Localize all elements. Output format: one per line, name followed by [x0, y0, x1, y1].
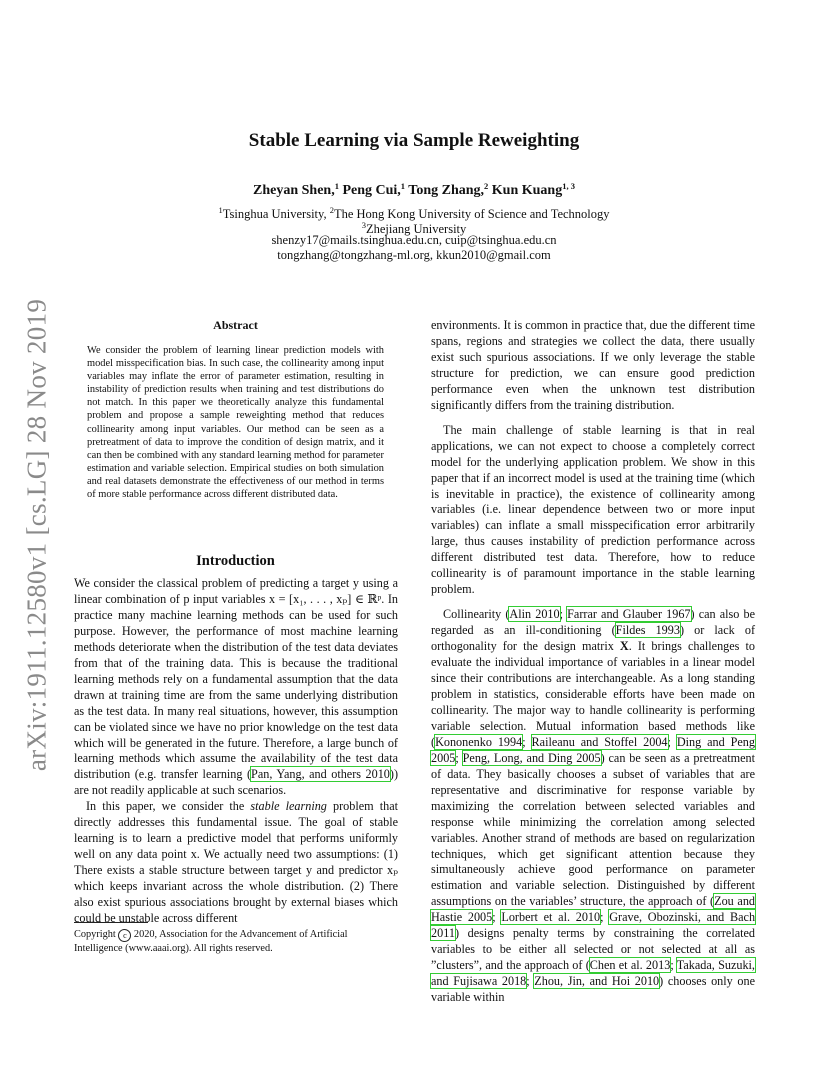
- text-run: problem that directly addresses this fundamental issue. The goal of stable learning is to learn a predictive model that performs uniformly well on any data point x. We actually need two assumptions: (1) There exists a stable structure between target y and predictor xₚ which keeps invariant across the whole distribution. (2) There also exist spurious associations brought by external biases which could be unstable across different: [74, 799, 398, 926]
- citation-link[interactable]: Raileanu and Stoffel 2004: [531, 734, 668, 749]
- author: Kun Kuang: [491, 183, 563, 198]
- matrix-symbol: X: [619, 639, 629, 654]
- author-sup: 1: [334, 181, 339, 191]
- text-run: ) or lack of orthogonality for the design matrix: [431, 623, 755, 654]
- copyright-notice: [74, 928, 398, 956]
- arxiv-stamp: [17, 283, 57, 788]
- citation-link[interactable]: Grave, Obozinski, and Bach 2011: [431, 910, 756, 941]
- citation-link[interactable]: Fildes 1993: [615, 623, 680, 638]
- text-run: ) designs penalty terms by constraining the correlated variables to be either all selected or not selected at all as ”clusters”, and the approach of (: [431, 926, 755, 973]
- right-paragraph-3: Collinearity (Alin 2010; Farrar and Glauber 1967) can also be regarded as an ill-conditioning (Fildes 1993) or lack of orthogonality for the design matrix X. It brings challenges to evaluate the individual importance of variables in a linear model since their contributions are interchangeable. As a long standing problem in statistics, considerable efforts have been made on collinearity. The major way to handle collinearity is performing variable selection. Mutual information based methods like (Kononenko 1994; Raileanu and Stoffel 2004; Ding and Peng 2005; Peng, Long, and Ding 2005) can be seen as a pretreatment of data. They basically chooses a subset of variables that are representative and discriminative for response variable by maximizing the correlation between selected variables and response while minimizing the correlation among selected variables. Another strand of methods are based on regularization techniques, which get significant attention because they simultaneously achieve good performance on parameter estimation and variable selection. Distinguished by different assumptions on the variables’ structure, the approach of (Zou and Hastie 2005; Lorbert et al. 2010; Grave, Obozinski, and Bach 2011) designs penalty terms by constraining the correlated variables to be either all selected or not selected at all as ”clusters”, and the approach of (Chen et al. 2013; Takada, Suzuki, and Fujisawa 2018; Zhou, Jin, and Hoi 2010) chooses only one variable within: [431, 607, 756, 1005]
- aff-text: The Hong Kong University of Science and Technology: [333, 207, 610, 221]
- author-list: [0, 181, 828, 199]
- citation-link[interactable]: Ding and Peng 2005: [431, 734, 755, 765]
- intro-paragraph-2: [74, 799, 398, 927]
- aff-text: Zhejiang University: [365, 222, 467, 236]
- aff-sup: 1: [218, 205, 223, 215]
- paper-title: Stable Learning via Sample Reweighting: [248, 130, 580, 151]
- citation-link[interactable]: Kononenko 1994: [435, 734, 523, 749]
- citation-link[interactable]: Farrar and Glauber 1967: [567, 607, 691, 622]
- left-column: [74, 576, 398, 927]
- author-sup: 1, 3: [562, 181, 575, 191]
- emphasis: stable learning: [250, 799, 327, 814]
- text-run: . It brings challenges to evaluate the individual importance of variables in a linear model since their contributions are interchangeable. As a long standing problem in statistics, considerable efforts have been made on collinearity. The major way to handle collinearity is performing variable selection. Mutual information based methods like (: [431, 639, 755, 749]
- aff-text: Tsinghua University,: [222, 207, 330, 221]
- aff-sup: 3: [361, 220, 366, 230]
- citation-link[interactable]: Zhou, Jin, and Hoi 2010: [534, 974, 660, 989]
- abstract-text: We consider the problem of learning linear prediction models with model misspecification bias. In such case, the collinearity among input variables may inflate the error of parameter estimation, resulting in instability of prediction results when training and test distributions do not match. In this paper we theoretically analyze this fundamental problem and propose a sample reweighting method that reduces collinearity among input variables. Our method can be seen as a pretreatment of data to improve the condition of design matrix, and it can then be combined with any standard learning method for parameter estimation and variable selection. Empirical studies on both simulation and real datasets demonstrate the effectiveness of our method in terms of more stable performance across different distributed data.: [87, 345, 384, 501]
- right-paragraph-2: The main challenge of stable learning is that in real applications, we can not expect to choose a completely correct model for the underlying application problem. We show in this paper that if an incorrect model is used at the training time (which is inevitable in practice), the existence of collinearity among variables (i.e. linear dependence between two or more input variables) can inflate a small misspecification error arbitrarily large, thus causes instability of prediction performance across different distributed test data. Therefore, how to reduce collinearity is of paramount importance in the stable learning problem.: [431, 422, 755, 597]
- author: Zheyan Shen,: [253, 183, 335, 198]
- text-run: We consider the classical problem of predicting a target y using a linear combination of p input variables x = [x₁, . . . , xₚ] ∈ ℝᵖ. In practice many machine learning methods can be used for such purpose. However, the performance of most machine learning methods deteriorate when the distribution of the test data deviates from that of the training data. This is because the traditional learning methods rely on a fundamental assumption that the data drawn at training time are from the same underlying distribution as the test data. In many real situations, however, this assumption can be violated since we have no prior knowledge on the test data which will be generated in the future. Therefore, a large bunch of learning methods which assume the availability of the test data distribution (e.g. transfer learning (: [74, 576, 398, 782]
- author-sup: 1: [400, 181, 406, 191]
- text-run: )) are not readily applicable at such scenarios.: [74, 767, 399, 798]
- introduction-heading: Introduction: [196, 553, 275, 569]
- citation-link[interactable]: Peng, Long, and Ding 2005: [462, 750, 601, 765]
- citation-link[interactable]: Lorbert et al. 2010: [501, 910, 601, 925]
- text-run: ) chooses only one variable within: [431, 974, 755, 1005]
- email-line-2: tongzhang@tongzhang-ml.org, kkun2010@gmail.com: [277, 248, 551, 262]
- abstract-heading: Abstract: [213, 318, 258, 332]
- text-run: ) can be seen as a pretreatment of data. They basically chooses a subset of variables that are representative and discriminative for response variable by maximizing the correlation between selected variables and response while minimizing the correlation among selected variables. Another strand of methods are based on regularization techniques, which get significant attention because they simultaneously achieve good performance on parameter estimation and variable selection. Distinguished by different assumptions on the variables’ structure, the approach of (: [431, 750, 755, 909]
- text-run: ) can also be regarded as an ill-conditioning (: [431, 607, 756, 638]
- citation-link[interactable]: Chen et al. 2013: [589, 958, 671, 973]
- author: Peng Cui,: [342, 183, 401, 198]
- intro-paragraph-1: [74, 576, 398, 799]
- arxiv-stamp-text: arXiv:1911.12580v1 [cs.LG] 28 Nov 2019: [21, 298, 52, 772]
- citation-link[interactable]: Zou and Hastie 2005: [431, 894, 756, 925]
- text-run: Collinearity (: [443, 607, 510, 622]
- citation-link[interactable]: Pan, Yang, and others 2010: [251, 767, 390, 782]
- text-run: 2020, Association for the Advancement of Artificial Intelligence (www.aaai.org). All rights reserved.: [74, 929, 348, 954]
- text-run: In this paper, we consider the: [86, 799, 251, 814]
- right-column: [431, 318, 755, 1006]
- author-sup: 2: [484, 181, 489, 191]
- author: Tong Zhang,: [408, 183, 485, 198]
- footnote-rule: [74, 922, 148, 923]
- copyright-symbol: c: [118, 929, 131, 942]
- citation-link[interactable]: Takada, Suzuki, and Fujisawa 2018: [431, 958, 755, 989]
- text-run: Copyright: [74, 929, 119, 940]
- right-paragraph-1: environments. It is common in practice that, due the different time spans, regions and strategies we collect the data, there usually exist such spurious associations. If we only leverage the stable structure for prediction, we can ensure good prediction performance even when the unknown test distribution significantly differs from the training distribution.: [431, 318, 755, 412]
- citation-link[interactable]: Alin 2010: [509, 607, 560, 622]
- email-line-1: shenzy17@mails.tsinghua.edu.cn, cuip@tsinghua.edu.cn: [271, 233, 557, 247]
- aff-sup: 2: [329, 205, 334, 215]
